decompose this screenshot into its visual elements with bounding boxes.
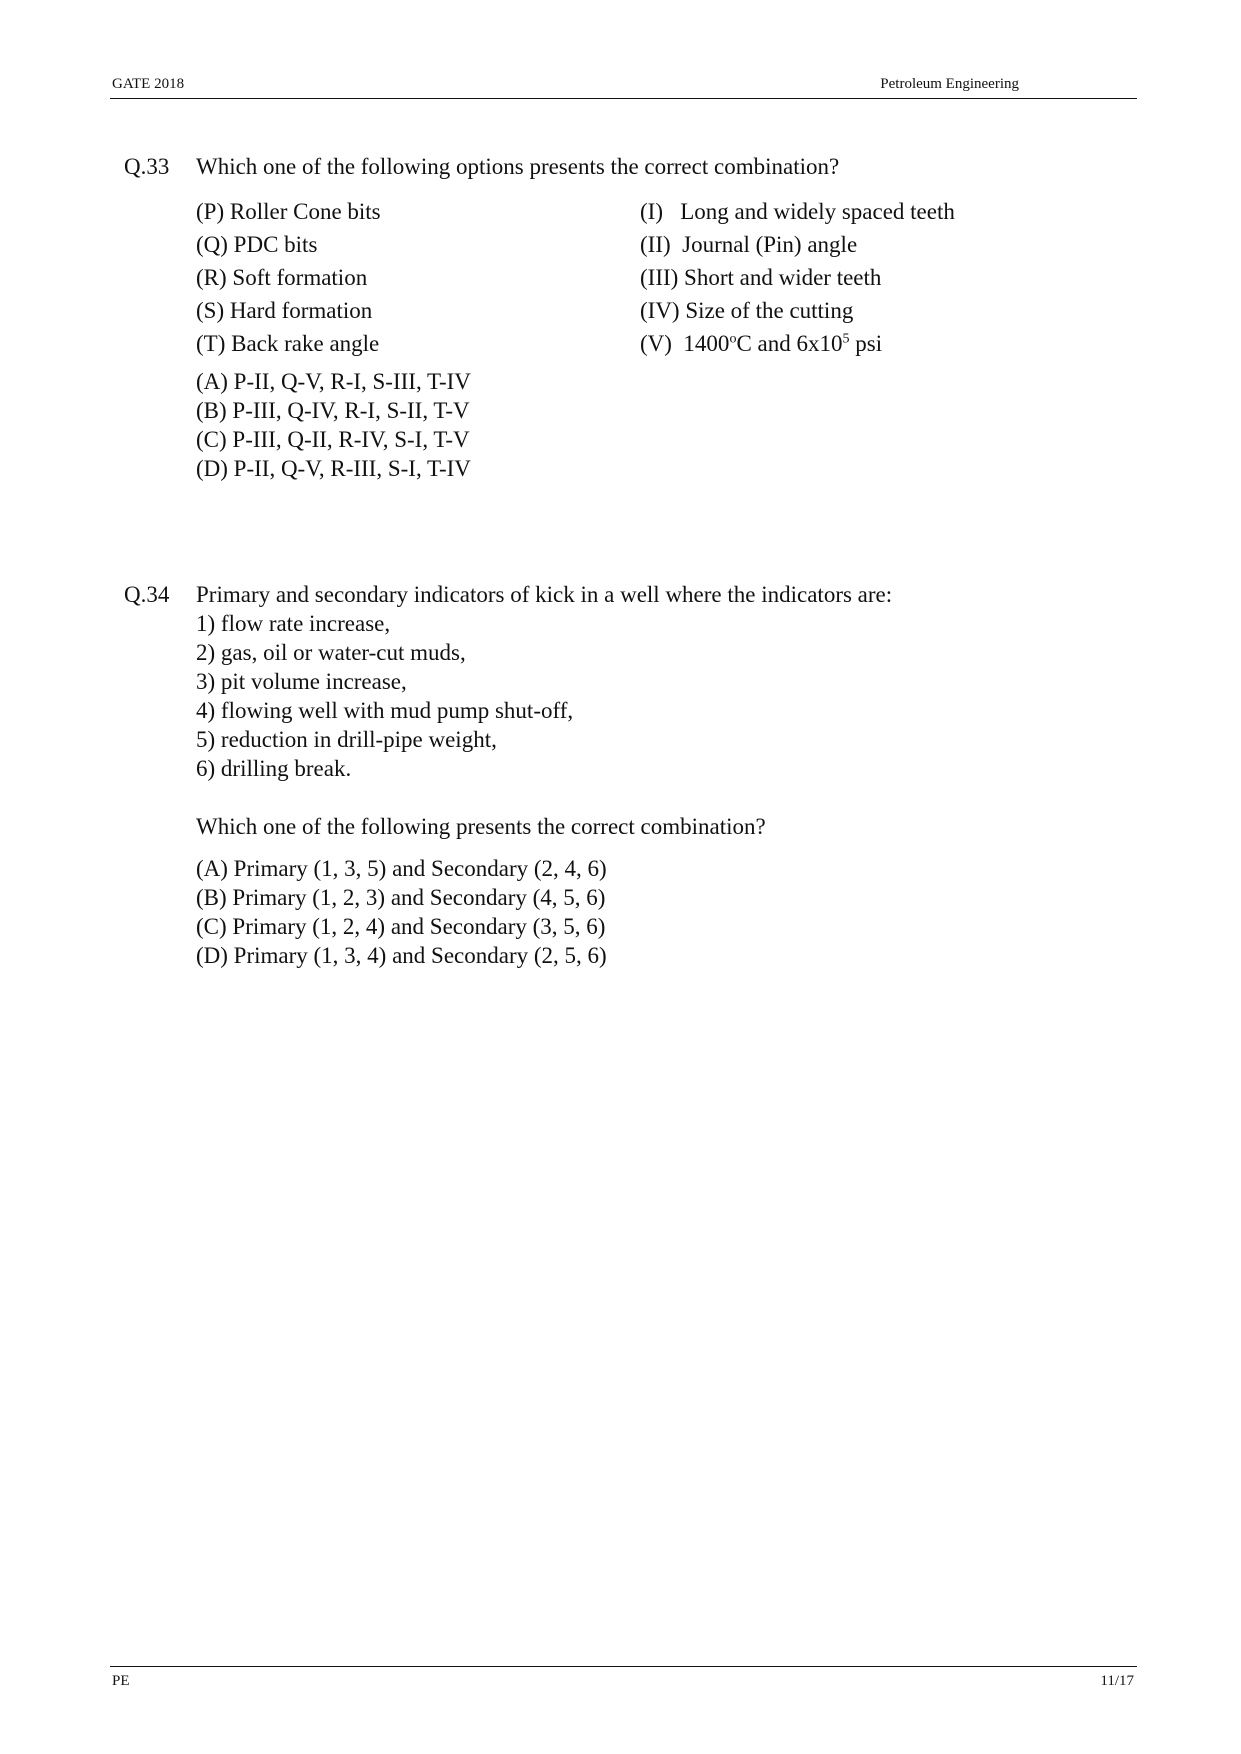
page-footer [110, 1666, 1137, 1689]
indicator-item: 5) reduction in drill-pipe weight, [196, 727, 497, 752]
exponent-superscript: 5 [842, 331, 850, 347]
question-stem: Primary and secondary indicators of kick in a well where the indicators are: [196, 582, 893, 607]
degree-superscript: o [729, 331, 737, 347]
answer-option: (A) P-II, Q-V, R-I, S-III, T-IV [196, 369, 471, 394]
match-left-item: (S) Hard formation [196, 298, 373, 323]
match-right-mid: C and 6x10 [736, 331, 843, 356]
indicator-item: 6) drilling break. [196, 756, 352, 781]
indicator-item: 2) gas, oil or water-cut muds, [196, 640, 466, 665]
match-right-item [640, 329, 955, 362]
paper-subject: Petroleum Engineering [880, 76, 1019, 92]
match-right-column [640, 197, 955, 362]
indicator-item: 4) flowing well with mud pump shut-off, [196, 698, 574, 723]
answer-option: (C) Primary (1, 2, 4) and Secondary (3, 5, 6) [196, 914, 606, 939]
match-left-item: (P) Roller Cone bits [196, 199, 381, 224]
page-header [110, 72, 1137, 99]
answer-options [196, 367, 1116, 483]
match-right-item: (II) Journal (Pin) angle [640, 232, 858, 257]
page-number: 11/17 [1100, 1673, 1134, 1689]
indicator-list [196, 609, 1116, 783]
answer-option: (A) Primary (1, 3, 5) and Secondary (2, 4, 6) [196, 856, 607, 881]
match-left-item: (Q) PDC bits [196, 232, 318, 257]
question-stem: Which one of the following options presents the correct combination? [196, 154, 840, 179]
answer-option: (B) Primary (1, 2, 3) and Secondary (4, 5, 6) [196, 885, 606, 910]
exam-title: GATE 2018 [112, 76, 185, 92]
match-left-item: (R) Soft formation [196, 265, 368, 290]
match-right-suffix: psi [849, 331, 883, 356]
question-number: Q.33 [124, 154, 170, 179]
question-body [196, 580, 1116, 970]
match-left-item: (T) Back rake angle [196, 331, 380, 356]
indicator-item: 3) pit volume increase, [196, 669, 407, 694]
paper-code: PE [112, 1673, 130, 1689]
match-right-prefix: (V) 1400 [640, 331, 730, 356]
match-left-column [196, 197, 381, 362]
answer-options [196, 854, 1116, 970]
answer-option: (C) P-III, Q-II, R-IV, S-I, T-V [196, 427, 470, 452]
question-prompt: Which one of the following presents the correct combination? [196, 814, 766, 839]
answer-option: (D) Primary (1, 3, 4) and Secondary (2, 5, 6) [196, 943, 607, 968]
match-right-item: (IV) Size of the cutting [640, 298, 854, 323]
match-right-item: (III) Short and wider teeth [640, 265, 882, 290]
match-right-item: (I) Long and widely spaced teeth [640, 199, 955, 224]
match-table [196, 197, 1116, 367]
indicator-item: 1) flow rate increase, [196, 611, 391, 636]
answer-option: (D) P-II, Q-V, R-III, S-I, T-IV [196, 456, 471, 481]
question-body [196, 152, 1116, 483]
answer-option: (B) P-III, Q-IV, R-I, S-II, T-V [196, 398, 470, 423]
question-number: Q.34 [124, 582, 170, 607]
